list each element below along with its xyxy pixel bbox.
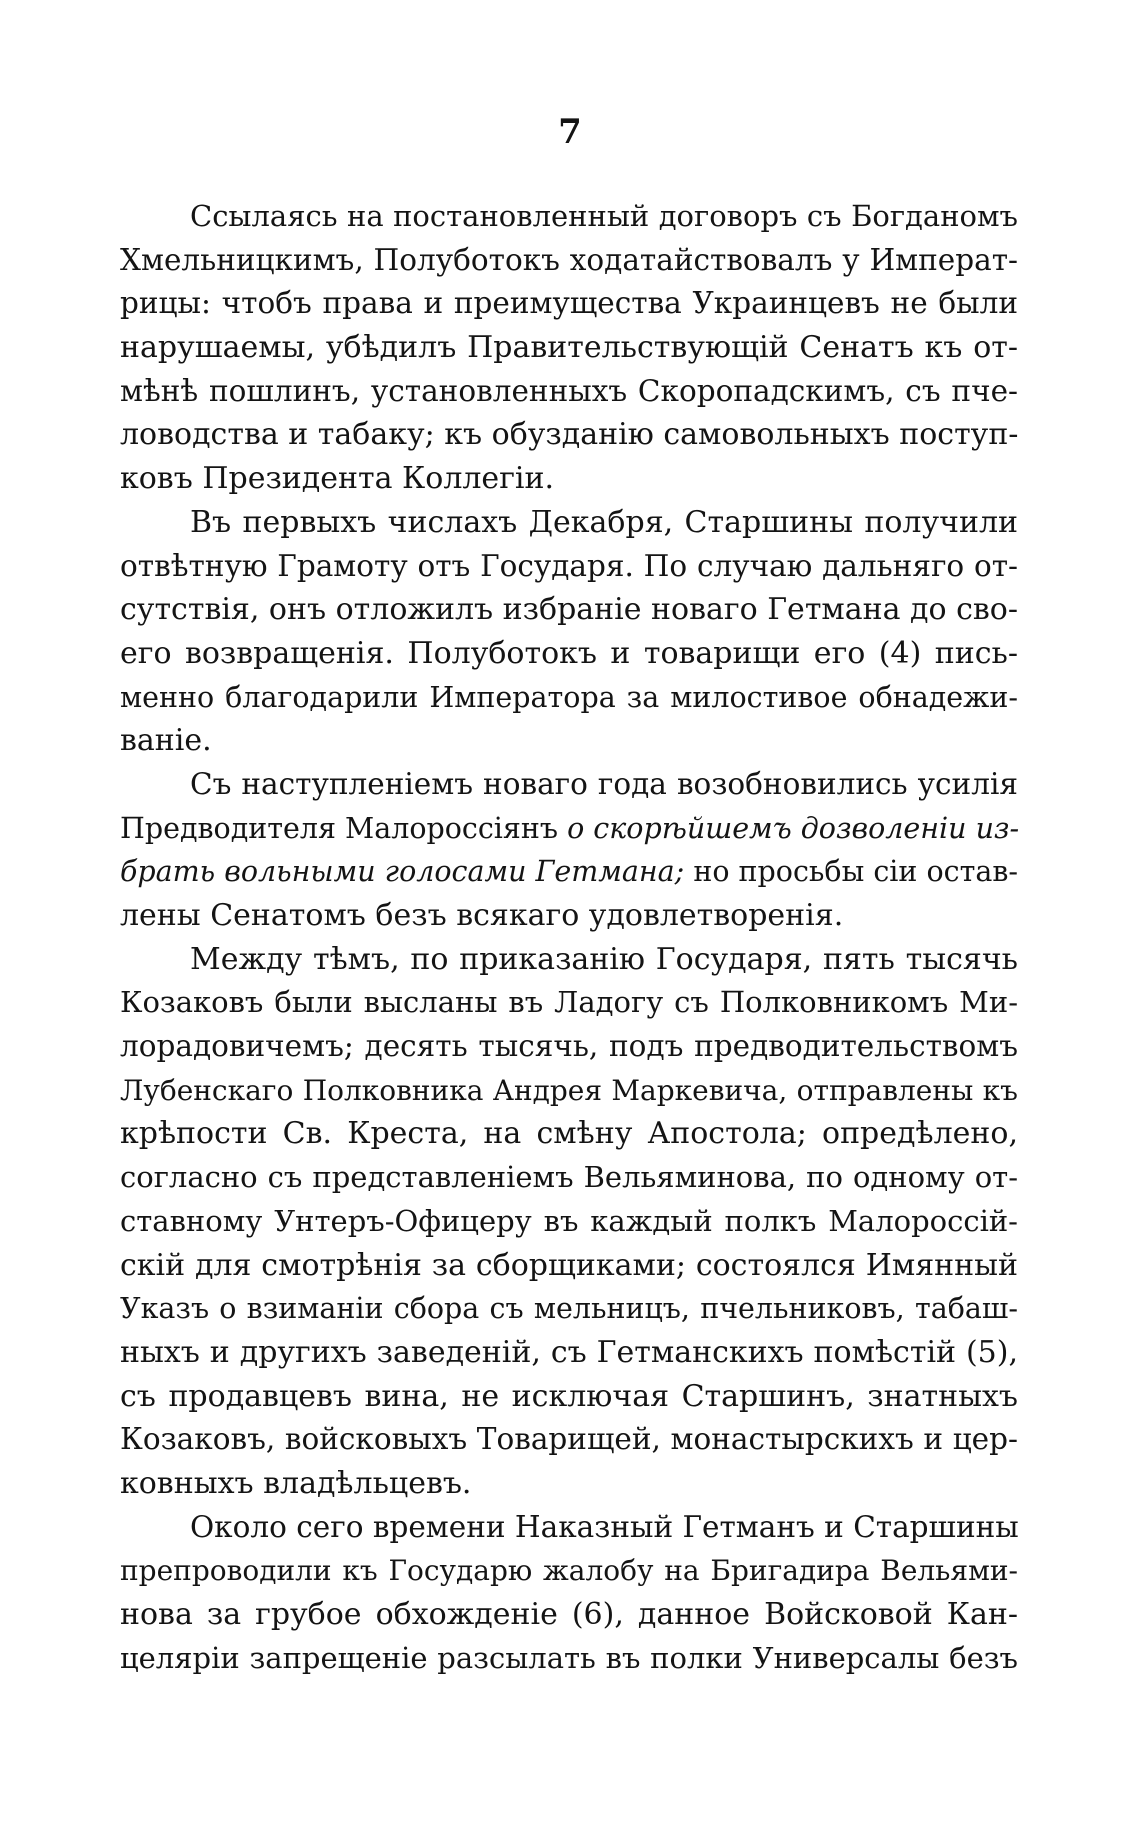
text-line <box>120 850 1018 894</box>
text-line: ставному Унтеръ-Офицеру въ каждый полкъ Малороссій- <box>120 1203 1018 1238</box>
text-line: лены Сенатомъ безъ всякаго удовлетворенія. <box>120 898 844 933</box>
text-line: съ продавцевъ вина, не исключая Старшинъ, знатныхъ <box>120 1378 1018 1414</box>
text-line: целяріи запрещеніе разсылать въ полки Универсалы безъ <box>120 1640 1018 1675</box>
body-text <box>120 195 1018 1680</box>
text-line: ныхъ и другихъ заведеній, съ Гетманскихъ помѣстій (5), <box>120 1334 1018 1370</box>
text-line: Хмельницкимъ, Полуботокъ ходатайствовалъ у Императ- <box>120 242 1018 277</box>
text-line: Козаковъ были высланы въ Ладогу съ Полковникомъ Ми- <box>120 985 1018 1020</box>
text-line: Указъ о взиманіи сбора съ мельницъ, пчельниковъ, табаш- <box>120 1292 1018 1326</box>
text-line: ковныхъ владѣльцевъ. <box>120 1465 472 1501</box>
italic-text-segment: о скорѣйшемъ дозволеніи из- <box>567 811 1020 845</box>
text-line: Между тѣмъ, по приказанію Государя, пять тысячь <box>190 941 1018 977</box>
text-line: нарушаемы, убѣдилъ Правительствующій Сенатъ къ от- <box>120 330 1018 366</box>
text-line: рицы: чтобъ права и преимущества Украинцевъ не были <box>120 286 1018 321</box>
text-segment: Предводителя Малороссіянъ <box>120 811 568 845</box>
text-line: Ссылаясь на постановленный договоръ съ Богданомъ <box>190 199 1018 233</box>
text-line: крѣпости Св. Креста, на смѣну Апостола; опредѣлено, <box>120 1116 1018 1152</box>
text-line: Козаковъ, войсковыхъ Товарищей, монастырскихъ и цер- <box>120 1422 1018 1457</box>
text-line: нова за грубое обхожденіе (6), данное Войсковой Кан- <box>120 1597 1018 1632</box>
text-line: лорадовичемъ; десять тысячь, подъ предводительствомъ <box>120 1029 1018 1064</box>
text-line: Съ наступленіемъ новаго года возобновились усилія <box>190 766 1018 801</box>
text-line: сутствія, онъ отложилъ избраніе новаго Гетмана до сво- <box>120 592 1019 628</box>
text-line: ловодства и табаку; къ обузданію самовольныхъ поступ- <box>120 417 1019 453</box>
text-line <box>120 807 1018 851</box>
text-segment: но просьбы сіи остав- <box>684 855 1019 889</box>
text-line: Въ первыхъ числахъ Декабря, Старшины получили <box>190 504 1018 540</box>
text-line: препроводили къ Государю жалобу на Бригадира Вельями- <box>120 1554 1018 1588</box>
text-line: мѣнѣ пошлинъ, установленныхъ Скоропадскимъ, съ пче- <box>120 373 1018 408</box>
text-line: Около сего времени Наказный Гетманъ и Старшины <box>190 1509 1019 1544</box>
text-line: согласно съ представленіемъ Вельяминова, по одному от- <box>120 1160 1018 1195</box>
text-line: скій для смотрѣнія за сборщиками; состоялся Имянный <box>120 1247 1018 1283</box>
text-line: отвѣтную Грамоту отъ Государя. По случаю дальняго от- <box>120 548 1018 583</box>
text-line: ваніе. <box>120 723 212 759</box>
text-line: менно благодарили Императора за милостивое обнадежи- <box>120 680 1018 714</box>
text-line: Лубенскаго Полковника Андрея Маркевича, отправлены къ <box>120 1073 1018 1107</box>
page-number: 7 <box>558 112 582 152</box>
italic-text-segment: брать вольными голосами Гетмана; <box>120 855 685 889</box>
text-line: ковъ Президента Коллегіи. <box>120 461 555 497</box>
text-line: его возвращенія. Полуботокъ и товарищи его (4) пись- <box>120 635 1018 671</box>
